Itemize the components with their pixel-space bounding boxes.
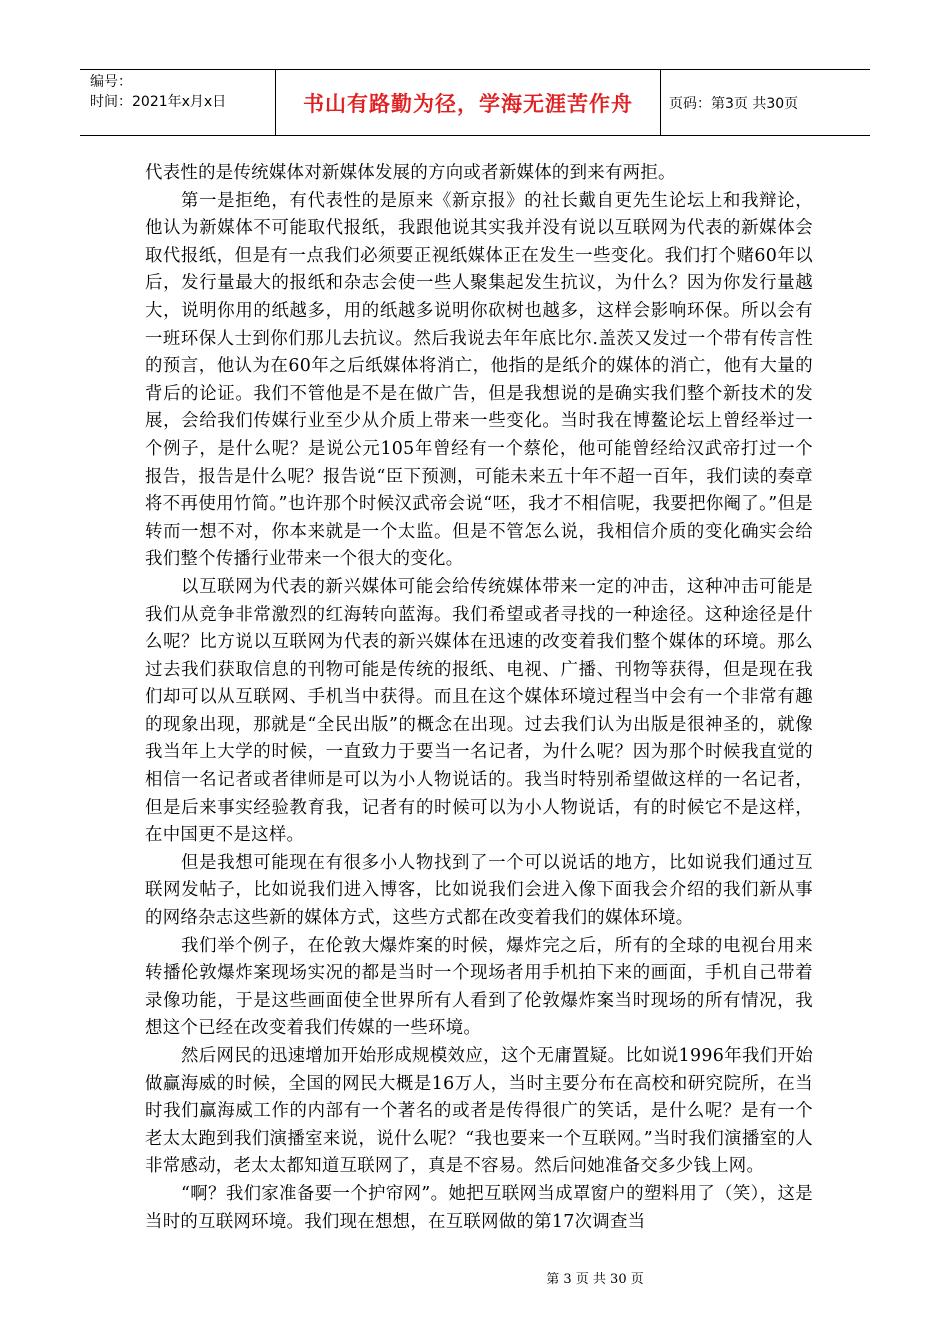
time-label: 时间：2021年x月x日 (90, 94, 227, 110)
document-body (145, 160, 813, 1236)
paragraph: “啊？我们家准备要一个护帘网”。她把互联网当成罩窗户的塑料用了（笑），这是当时的互联网环境。我们现在想想，在互联网做的第17次调查当 (145, 1183, 813, 1232)
paragraph: 第一是拒绝，有代表性的是原来《新京报》的社长戴自更先生论坛上和我辩论，他认为新媒体不可能取代报纸，我跟他说其实我并没有说以互联网为代表的新媒体会取代报纸，但是有一点我们必须要正视纸媒体正在发生一些变化。我们打个赌60年以后，发行量最大的报纸和杂志会使一些人聚集起发生抗议，为什么？因为你发行量越大，说明你用的纸越多，用的纸越多说明你砍树也越多，这样会影响环保。所以会有一班环保人士到你们那儿去抗议。然后我说去年年底比尔.盖茨又发过一个带有传言性的预言，他认为在60年之后纸媒体将消亡，他指的是纸介的媒体的消亡，他有大量的背后的论证。我们不管他是不是在做广告，但是我想说的是确实我们整个新技术的发展，会给我们传媒行业至少从介质上带来一些变化。当时我在博鳌论坛上曾经举过一个例子，是什么呢？是说公元105年曾经有一个蔡伦，他可能曾经给汉武帝打过一个报告，报告是什么呢？报告说“臣下预测，可能未来五十年不超一百年，我们读的奏章将不再使用竹简。”也许那个时候汉武帝会说“呸，我才不相信呢，我要把你阉了。”但是转而一想不对，你本来就是一个太监。但是不管怎么说，我相信介质的变化确实会给我们整个传播行业带来一个很大的变化。 (145, 190, 813, 570)
paragraph: 但是我想可能现在有很多小人物找到了一个可以说话的地方，比如说我们通过互联网发帖子，比如说我们进入博客，比如说我们会进入像下面我会介绍的我们新从事的网络杂志这些新的媒体方式，这些方式都在改变着我们的媒体环境。 (145, 852, 813, 929)
paragraph: 以互联网为代表的新兴媒体可能会给传统媒体带来一定的冲击，这种冲击可能是我们从竞争非常激烈的红海转向蓝海。我们希望或者寻找的一种途径。这种途径是什么呢？比方说以互联网为代表的新兴媒体在迅速的改变着我们整个媒体的环境。那么过去我们获取信息的刊物可能是传统的报纸、电视、广播、刊物等获得，但是现在我们却可以从互联网、手机当中获得。而且在这个媒体环境过程当中会有一个非常有趣的现象出现，那就是“全民出版”的概念在出现。过去我们认为出版是很神圣的，就像我当年上大学的时候，一直致力于要当一名记者，为什么呢？因为那个时候我直觉的相信一名记者或者律师是可以为小人物说话的。我当时特别希望做这样的一名记者，但是后来事实经验教育我，记者有的时候可以为小人物说话，有的时候它不是这样，在中国更不是这样。 (145, 576, 813, 846)
paragraph: 然后网民的迅速增加开始形成规模效应，这个无庸置疑。比如说1996年我们开始做赢海威的时候，全国的网民大概是16万人，当时主要分布在高校和研究院所，在当时我们赢海威工作的内部有一个著名的或者是传得很广的笑话，是什么呢？是有一个老太太跑到我们演播室来说，说什么呢？“我也要来一个互联网。”当时我们演播室的人非常感动，老太太都知道互联网了，真是不容易。然后问她准备交多少钱上网。 (145, 1046, 813, 1177)
page-footer: 第 3 页 共 30 页 (546, 1272, 644, 1287)
page-header (80, 69, 870, 136)
paragraph: 代表性的是传统媒体对新媒体发展的方向或者新媒体的到来有两拒。 (145, 163, 676, 183)
header-motto: 书山有路勤为径，学海无涯苦作舟 (276, 70, 661, 135)
header-page-info: 页码：第3页 共30页 (669, 95, 799, 112)
paragraph: 我们举个例子，在伦敦大爆炸案的时候，爆炸完之后，所有的全球的电视台用来转播伦敦爆炸案现场实况的都是当时一个现场者用手机拍下来的画面，手机自己带着录像功能，于是这些画面使全世界所有人看到了伦敦爆炸案当时现场的所有情况，我想这个已经在改变着我们传媒的一些环境。 (145, 935, 813, 1039)
header-meta (80, 70, 276, 135)
doc-number-label: 编号： (90, 74, 132, 90)
